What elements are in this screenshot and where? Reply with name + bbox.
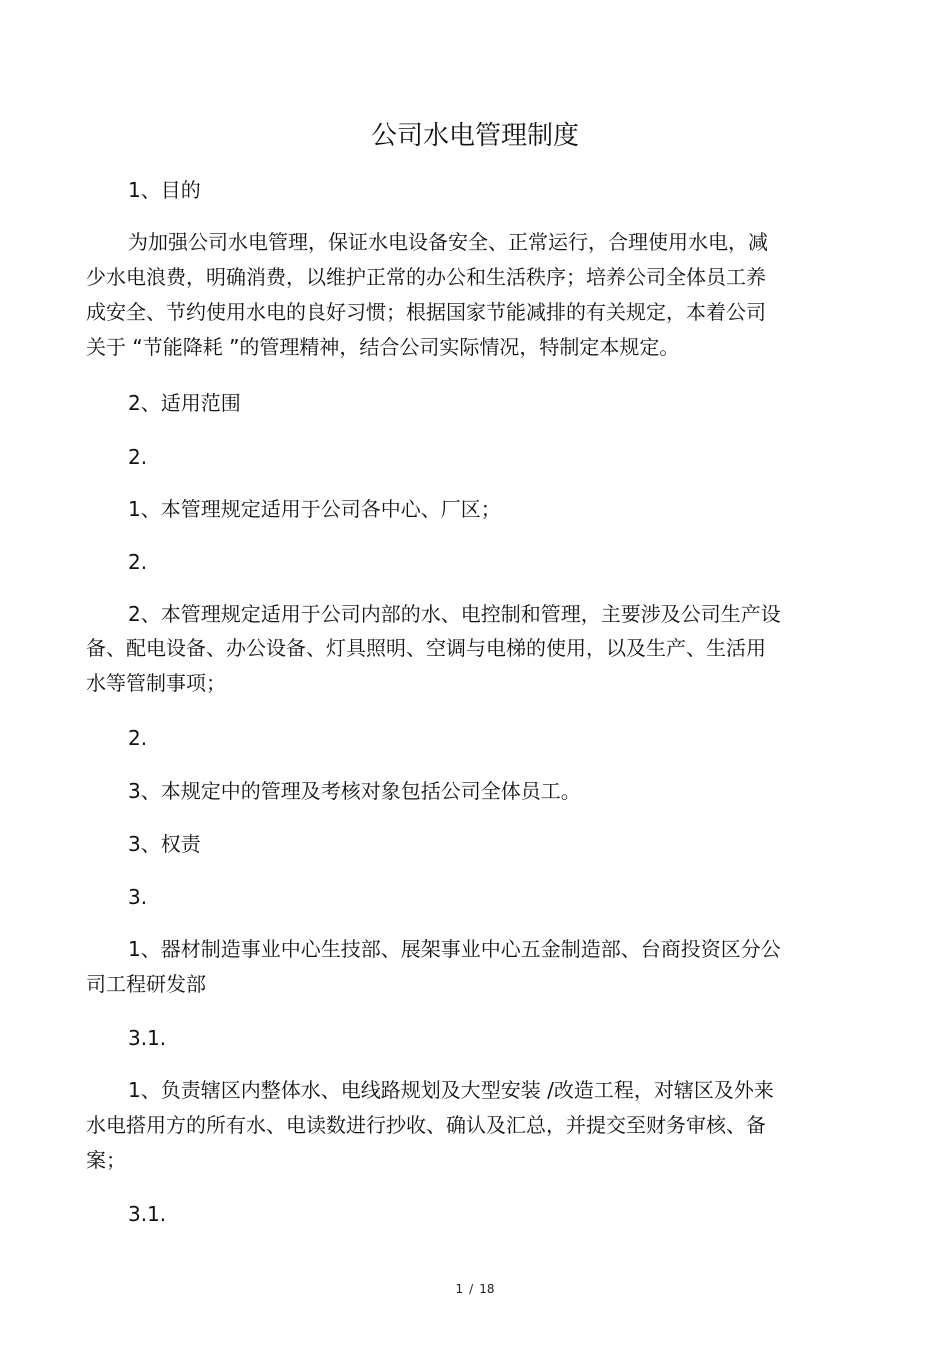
paragraph-line: 1、负责辖区内整体水、电线路规划及大型安装 /改造工程，对辖区及外来	[128, 1078, 774, 1102]
section-heading: 1、目的	[128, 178, 201, 202]
page-footer	[0, 1281, 950, 1297]
paragraph-line: 水电搭用方的所有水、电读数进行抄收、确认及汇总，并提交至财务审核、备	[86, 1113, 766, 1137]
paragraph-line: 1、本管理规定适用于公司各中心、厂区；	[128, 497, 501, 521]
paragraph-line: 备、配电设备、办公设备、灯具照明、空调与电梯的使用，以及生产、生活用	[86, 636, 766, 660]
paragraph-line: 3、本规定中的管理及考核对象包括公司全体员工。	[128, 779, 581, 803]
section-number: 2.	[128, 445, 148, 469]
section-number: 3.	[128, 885, 148, 909]
paragraph-line: 少水电浪费，明确消费，以维护正常的办公和生活秩序；培养公司全体员工养	[86, 265, 766, 289]
paragraph-line: 水等管制事项；	[86, 671, 226, 695]
paragraph-line: 关于 “节能降耗 ”的管理精神，结合公司实际情况，特制定本规定。	[86, 335, 680, 359]
section-number: 3.1.	[128, 1202, 167, 1226]
section-number: 2.	[128, 726, 148, 750]
section-heading: 3、权责	[128, 832, 201, 856]
section-number: 2.	[128, 550, 148, 574]
paragraph-line: 司工程研发部	[86, 972, 206, 996]
paragraph-line: 1、器材制造事业中心生技部、展架事业中心五金制造部、台商投资区分公	[128, 937, 781, 961]
paragraph-line: 2、本管理规定适用于公司内部的水、电控制和管理，主要涉及公司生产设	[128, 602, 781, 626]
page-number: 1	[455, 1282, 464, 1296]
section-number: 3.1.	[128, 1026, 167, 1050]
document-title: 公司水电管理制度	[370, 121, 579, 151]
paragraph-line: 案；	[86, 1148, 126, 1172]
page-total: 18	[479, 1282, 495, 1296]
section-heading: 2、适用范围	[128, 391, 241, 415]
page-separator: /	[469, 1282, 474, 1296]
paragraph-line: 成安全、节约使用水电的良好习惯；根据国家节能减排的有关规定，本着公司	[86, 300, 766, 324]
paragraph-line: 为加强公司水电管理，保证水电设备安全、正常运行，合理使用水电，减	[128, 230, 768, 254]
